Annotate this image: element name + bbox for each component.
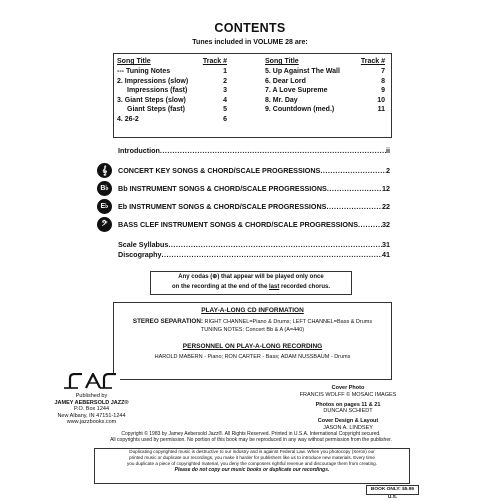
tune-track: 6 [223, 115, 227, 123]
coda-notice [150, 271, 352, 295]
tune-column-right [265, 58, 385, 115]
tune-list-box [113, 53, 392, 138]
coda-text: on the recording at the end of the [171, 284, 269, 290]
tuning-notes-line [120, 327, 385, 333]
page-title: CONTENTS [214, 21, 286, 35]
toc-leader [327, 184, 382, 193]
toc-page: 12 [382, 184, 390, 193]
coda-line [151, 282, 351, 292]
publisher-info [44, 393, 139, 426]
tune-title: Impressions (fast) [127, 87, 188, 95]
track-header: Track # [360, 58, 385, 65]
tune-row [265, 105, 385, 115]
tune-title: 2. Impressions (slow) [117, 77, 189, 85]
tune-row [265, 96, 385, 106]
warning-line: Duplicating copyrighted music is destructive to our industry and is against Federal Law. When you photocopy (Xerox) our [129, 449, 375, 454]
toc-page: 41 [382, 250, 390, 259]
toc-entry-scale-syllabus [118, 240, 390, 249]
tune-row [117, 77, 227, 87]
copyright-line: All copyrights used by permission. No portion of this book may be reproduced in any way without permission from the publisher. [110, 437, 392, 444]
song-title-header: Song Title [265, 58, 299, 65]
toc-entry-discography [118, 250, 390, 259]
publisher-line: Published by [75, 393, 108, 399]
toc-label: Introduction [118, 146, 160, 155]
tune-title: 9. Countdown (med.) [265, 106, 335, 114]
toc-label: BASS CLEF INSTRUMENT SONGS & CHORD/SCALE PROGRESSIONS [118, 220, 359, 229]
coda-emphasis: last [268, 284, 280, 290]
tune-row [117, 86, 227, 96]
warning-line: you duplicate a piece of copyrighted material, you deny the composers rightful revenue and discourage them from creating. [127, 461, 377, 466]
tune-track: 4 [223, 96, 227, 104]
song-title-header: Song Title [117, 58, 151, 65]
tuning-label: TUNING NOTES: [200, 327, 244, 333]
toc-label: Bb INSTRUMENT SONGS & CHORD/SCALE PROGRESSIONS [118, 184, 327, 193]
publisher-logo [60, 373, 120, 390]
price-label: BOOK ONLY: $5.95 U.S. [366, 485, 419, 495]
toc-leader [326, 202, 382, 211]
stereo-label: STEREO SEPARATION: [132, 318, 203, 325]
toc-leader [168, 240, 382, 249]
toc-leader [160, 146, 386, 155]
toc-entry-introduction [118, 146, 390, 155]
credits [278, 385, 418, 432]
tune-title: 3. Giant Steps (slow) [117, 96, 186, 104]
treble-clef-icon: 𝄞 [97, 163, 112, 178]
tune-row [117, 96, 227, 106]
toc-page: 32 [382, 220, 390, 229]
toc-page: 31 [382, 240, 390, 249]
publisher-name: JAMEY AEBERSOLD JAZZ® [54, 399, 129, 406]
toc-leader [358, 220, 382, 229]
tune-track: 11 [377, 106, 385, 114]
tune-track: 10 [377, 96, 385, 104]
tune-row [265, 77, 385, 87]
tune-track: 7 [381, 68, 385, 75]
coda-line: Any codas (⊕) that appear will be played only once [178, 274, 324, 280]
credit-name: DUNCAN SCHIEDT [323, 408, 373, 415]
credit-name: FRANCIS WOLFF © MOSAIC IMAGES [299, 391, 397, 398]
publisher-line: New Albany, IN 47151-1244 [57, 412, 126, 419]
tune-track: 5 [223, 106, 227, 114]
toc-leader [320, 166, 386, 175]
b-flat-icon: B♭ [97, 181, 112, 196]
credit-label: Cover Design & Layout [317, 418, 379, 425]
tune-track: 2 [223, 77, 227, 85]
tune-track: 3 [223, 87, 227, 95]
tune-title: 6. Dear Lord [265, 77, 306, 85]
tune-row [117, 115, 227, 125]
copyright-notice [106, 431, 396, 444]
toc-entry-bass [118, 220, 390, 229]
bass-clef-icon: 𝄢 [97, 217, 112, 232]
cd-info-box [113, 302, 392, 380]
toc-entry-concert [118, 166, 390, 175]
publisher-line: P.O. Box 1244 [73, 406, 110, 412]
toc-entry-eb [118, 202, 390, 211]
tuning-text: Concert Bb & A (A=440) [245, 327, 305, 333]
toc-page: ii [386, 146, 390, 155]
tune-title: Giant Steps (fast) [127, 106, 185, 114]
cd-info-heading: PLAY-A-LONG CD INFORMATION [201, 307, 304, 314]
stereo-separation-line [120, 318, 385, 325]
coda-text: recorded chorus. [279, 284, 331, 290]
warning-emphasis: Please do not copy our music books or duplicate our recordings. [174, 467, 330, 473]
tune-title: 8. Mr. Day [265, 96, 298, 104]
credit-label: Cover Photo [331, 385, 365, 391]
tune-column-left [117, 58, 227, 125]
tune-title: --- Tuning Notes [117, 68, 171, 75]
volume-subtitle: Tunes included in VOLUME 28 are: [192, 39, 308, 46]
tune-track: 1 [223, 68, 227, 75]
tune-track: 9 [381, 87, 385, 95]
toc-entry-bb [118, 184, 390, 193]
toc-label: Discography [118, 250, 162, 259]
tune-column-header [265, 58, 385, 65]
tune-title: 7. A Love Supreme [265, 87, 328, 95]
tune-title: 4. 26-2 [117, 115, 139, 123]
toc-leader [162, 250, 382, 259]
toc-label: Eb INSTRUMENT SONGS & CHORD/SCALE PROGRESSIONS [118, 202, 327, 211]
toc-page: 2 [386, 166, 390, 175]
copyright-warning-box [94, 448, 410, 484]
copyright-line: Copyright © 1983 by Jamey Aebersold Jazz®. All Rights Reserved. Printed in U.S.A. International Copyright secured. [121, 431, 381, 437]
personnel-heading: PERSONNEL ON PLAY-A-LONG RECORDING [182, 343, 323, 350]
credit-label: Photos on pages 11 & 21 [315, 401, 381, 408]
toc-label: CONCERT KEY SONGS & CHORD/SCALE PROGRESSIONS [118, 166, 321, 175]
tune-track: 8 [381, 77, 385, 85]
tune-row [265, 67, 385, 77]
toc-label: Scale Syllabus [118, 240, 169, 249]
toc-page: 22 [382, 202, 390, 211]
e-flat-icon: E♭ [97, 199, 112, 214]
credit-name: JASON A. LINDSEY [323, 424, 373, 431]
tune-title: 5. Up Against The Wall [265, 68, 340, 75]
personnel-text: HAROLD MABERN - Piano; RON CARTER - Bass; ADAM NUSSBAUM - Drums [154, 354, 351, 360]
warning-line: printed music or duplicate our recordings, you make it harder for publishers like us to introduce new materials. Every time [129, 455, 375, 460]
tune-row [117, 105, 227, 115]
stereo-text: RIGHT CHANNEL=Piano & Drums; LEFT CHANNEL=Bass & Drums [204, 319, 373, 325]
track-header: Track # [202, 58, 227, 65]
tune-column-header [117, 58, 227, 65]
tune-row [117, 67, 227, 77]
tune-row [265, 86, 385, 96]
publisher-website: www.jazzbooks.com [66, 419, 117, 425]
